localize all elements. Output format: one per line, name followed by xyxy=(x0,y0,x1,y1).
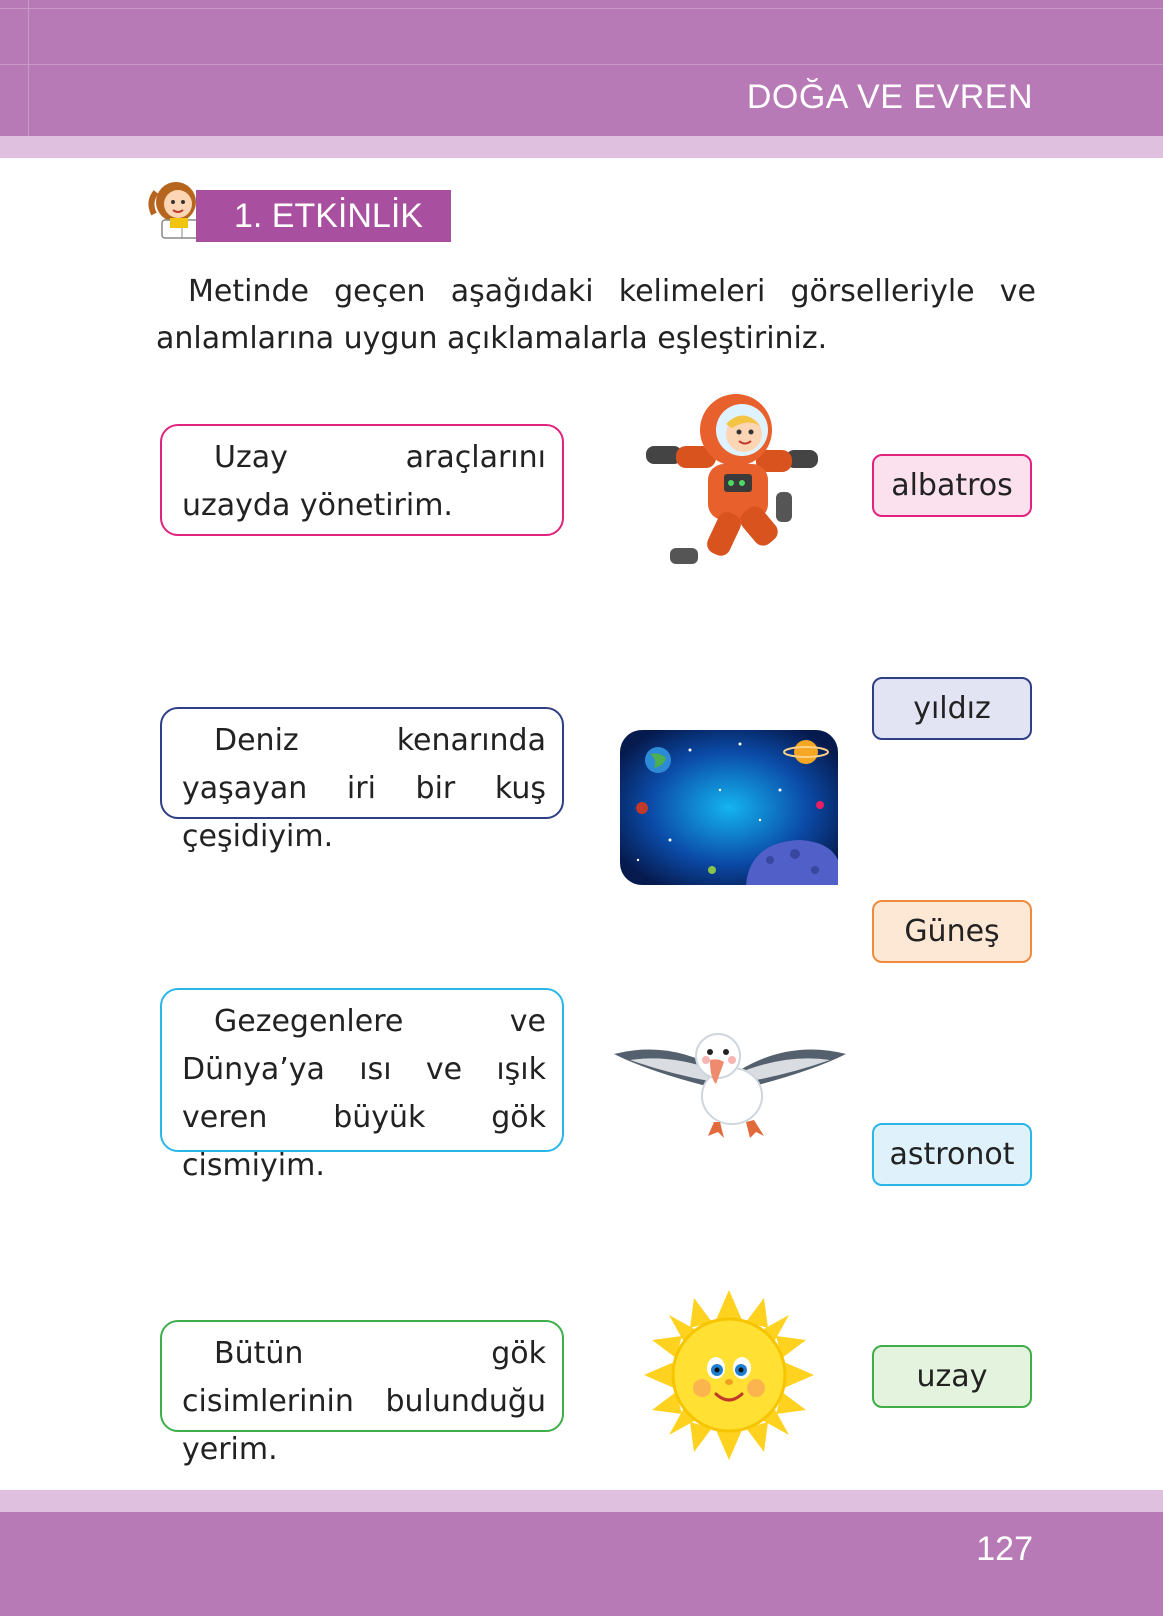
word-box-gunes[interactable]: Güneş xyxy=(872,900,1032,963)
word-box-uzay[interactable]: uzay xyxy=(872,1345,1032,1408)
description-box[interactable]: Deniz kenarında yaşayan iri bir kuş çeşidiyim. xyxy=(160,707,564,819)
description-box[interactable]: Bütün gök cisimlerinin bulunduğu yerim. xyxy=(160,1320,564,1432)
header-line xyxy=(0,64,1163,65)
astronaut-illustration[interactable] xyxy=(636,388,826,580)
description-box[interactable]: Gezegenlere ve Dünya’ya ısı ve ışık veren büyük gök cismiyim. xyxy=(160,988,564,1152)
footer-band xyxy=(0,1490,1163,1512)
instruction-text: Metinde geçen aşağıdaki kelimeleri görselleriyle ve anlamlarına uygun açıklamalarla eşleştiriniz. xyxy=(156,274,1036,356)
albatross-illustration[interactable] xyxy=(610,1030,850,1150)
sun-illustration[interactable] xyxy=(644,1290,814,1460)
space-illustration[interactable] xyxy=(620,730,838,885)
description-box[interactable]: Uzay araçlarını uzayda yönetirim. xyxy=(160,424,564,536)
word-box-yildiz[interactable]: yıldız xyxy=(872,677,1032,740)
header-line xyxy=(0,8,1163,9)
header-vertical-line xyxy=(28,0,29,136)
page-number: 127 xyxy=(976,1530,1033,1568)
section-title: DOĞA VE EVREN xyxy=(746,78,1033,116)
header-band xyxy=(0,136,1163,158)
word-box-astronot[interactable]: astronot xyxy=(872,1123,1032,1186)
word-box-albatros[interactable]: albatros xyxy=(872,454,1032,517)
activity-label: 1. ETKİNLİK xyxy=(196,190,451,242)
